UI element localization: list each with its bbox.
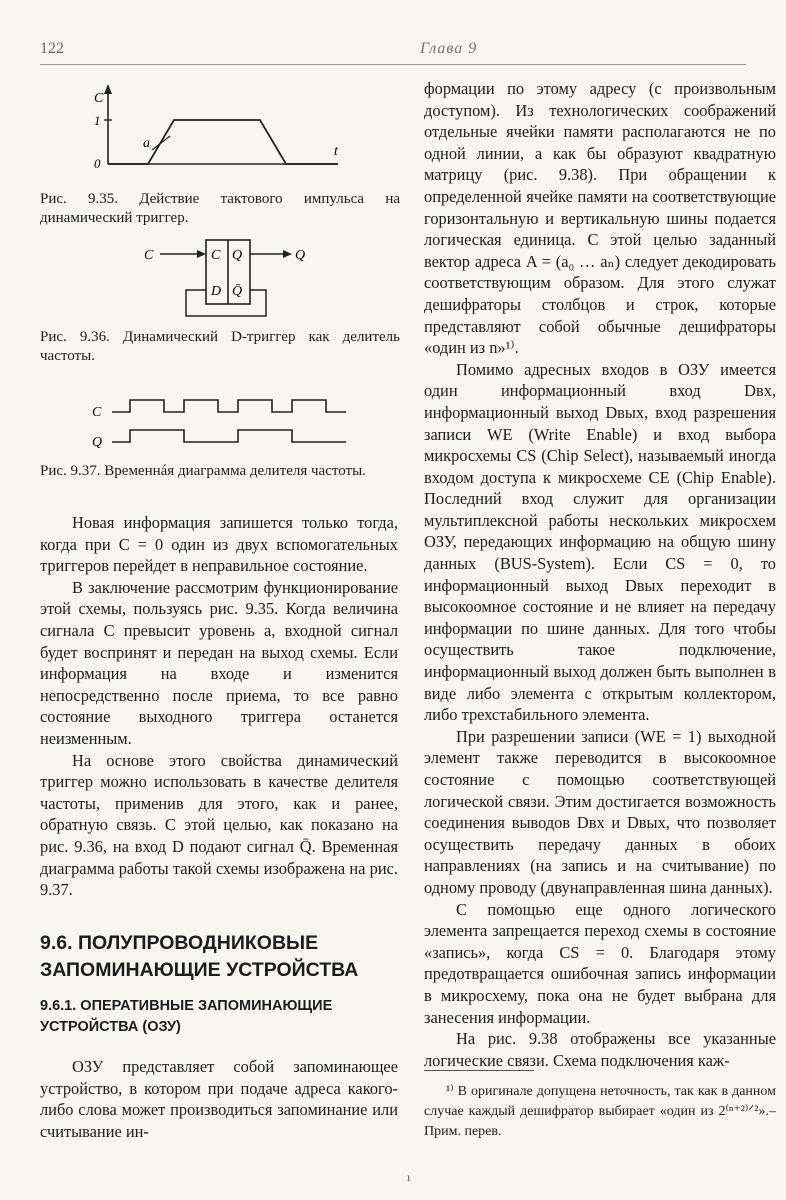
left-column — [40, 512, 398, 901]
waveform-q — [112, 430, 346, 442]
page-number: 122 — [40, 40, 64, 57]
y-axis-label: C — [94, 91, 104, 106]
left-column-bottom — [40, 1056, 398, 1142]
output-q-label: Q — [295, 248, 306, 263]
paragraph: Помимо адресных входов в ОЗУ имеется один информационный вход Dвх, информационный выход Dвых, вход разрешения записи WE (Write Enable) и вход выбора микросхемы CS (Chip Select), называемый иногда входом доступа к микросхеме CE (Chip Enable). Последний вход служит для организации мультиплексной работы нескольких микросхем ОЗУ, передающих информацию на общую шину данных (BUS-System). Если CS = 0, то информационный выход Dвых переходит в высокоомное состояние и не влияет на передачу информации по шине данных. Для того чтобы осуществить такое подключение, информационный выход должен быть выполнен в виде либо элемента с открытым коллектором, либо трехстабильного элемента. — [424, 359, 776, 725]
pin-c-label: C — [211, 248, 221, 263]
figure-9-37-caption: Рис. 9.37. Временнáя диаграмма делителя частоты. — [40, 463, 366, 479]
right-column — [424, 78, 776, 1071]
figure-9-36-caption: Рис. 9.36. Динамический D-триггер как делитель частоты. — [40, 329, 400, 364]
section-title: 9.6. ПОЛУПРОВОДНИКОВЫЕ ЗАПОМИНАЮЩИЕ УСТРОЙСТВА — [40, 932, 359, 981]
x-axis-label: t — [334, 144, 338, 159]
footnote-rule — [424, 1070, 534, 1071]
paragraph: На рис. 9.38 отображены все указанные логические связи. Схема подключения каж- — [424, 1029, 776, 1070]
pin-qbar-label: Q̄ — [232, 284, 243, 299]
tick-label-one: 1 — [94, 113, 101, 128]
tick-label-zero: 0 — [94, 156, 101, 171]
paragraph: При разрешении записи (WE = 1) выходной элемент также переводится в высокоомное состояние с помощью соответствующей логической связи. Этим достигается возможность соединения выводов Dвх и Dвых, что позволяет осуществить передачу данных в обоих направлениях (на запись и на считывание) по одному проводу (двунаправленная шина данных). — [424, 726, 776, 897]
page-foot-mark: ı — [407, 1170, 411, 1184]
subsection-title: 9.6.1. ОПЕРАТИВНЫЕ ЗАПОМИНАЮЩИЕ УСТРОЙСТВА (ОЗУ) — [40, 998, 333, 1035]
paragraph: ОЗУ представляет собой запоминающее устройство, в котором при подаче адреса какого-либо слова может производиться запоминание или считывание ин- — [40, 1057, 398, 1141]
pin-d-label: D — [211, 284, 222, 299]
paragraph: С помощью еще одного логического элемента запрещается переход схемы в состояние «запись», когда CS = 0. Благодаря этому предотвращается ошибочная запись информации в микросхему, пока она не будет выбрана для занесения информации. — [424, 899, 776, 1027]
figure-9-35 — [90, 82, 350, 177]
input-c-label: C — [144, 248, 154, 263]
waveform-q-label: Q — [92, 435, 103, 450]
feedback-wire — [186, 290, 266, 316]
paragraph: На основе этого свойства динамический триггер можно использовать в качестве делителя частоты, применив для этого, как и ранее, обратную связь. С этой целью, как показано на рис. 9.36, на вход D подают сигнал Q̄. Временная диаграмма работы такой схемы изображена на рис. 9.37. — [40, 750, 398, 900]
paragraph: Новая информация запишется только тогда, когда при C = 0 один из двух вспомогательных триггеров перейдет в неправильное состояние. — [40, 513, 398, 576]
pin-q-label: Q — [232, 248, 243, 263]
running-header — [40, 38, 746, 65]
figure-9-37 — [88, 392, 358, 452]
paragraph: формации по этому адресу (с произвольным доступом). Из технологических соображений отдельные ячейки памяти располагаются не по одной линии, а как бы образуют квадратную матрицу (рис. 9.38). При обращении к определенной ячейке памяти на соответствующие горизонтальную и вертикальную шины подается логическая единица. С этой целью заданный вектор адреса A = (a₀ … aₙ) следует декодировать соответствующим образом. Для этого служат дешифраторы столбцов и строк, которые представляют собой обычные дешифраторы «один из n»¹⁾. — [424, 79, 776, 358]
level-label-a: a — [143, 136, 150, 151]
waveform-c-label: C — [92, 405, 102, 420]
footnote: ¹⁾ В оригинале допущена неточность, так как в данном случае каждый дешифратор выбирает «один из 2⁽ⁿ⁺²⁾ᐟ²».– Прим. перев. — [424, 1084, 776, 1139]
figure-9-36 — [140, 234, 320, 320]
waveform-c — [112, 400, 346, 412]
chapter-title: Глава 9 — [420, 40, 478, 57]
paragraph: В заключение рассмотрим функционирование этой схемы, пользуясь рис. 9.35. Когда величина сигнала C превысит уровень a, входной сигнал будет воспринят и передан на выход схемы. Если информация на входе и изменится непосредственно после приема, то все равно состояние выходного триггера останется неизменным. — [40, 577, 398, 748]
figure-9-35-caption: Рис. 9.35. Действие тактового импульса на динамический триггер. — [40, 191, 400, 226]
